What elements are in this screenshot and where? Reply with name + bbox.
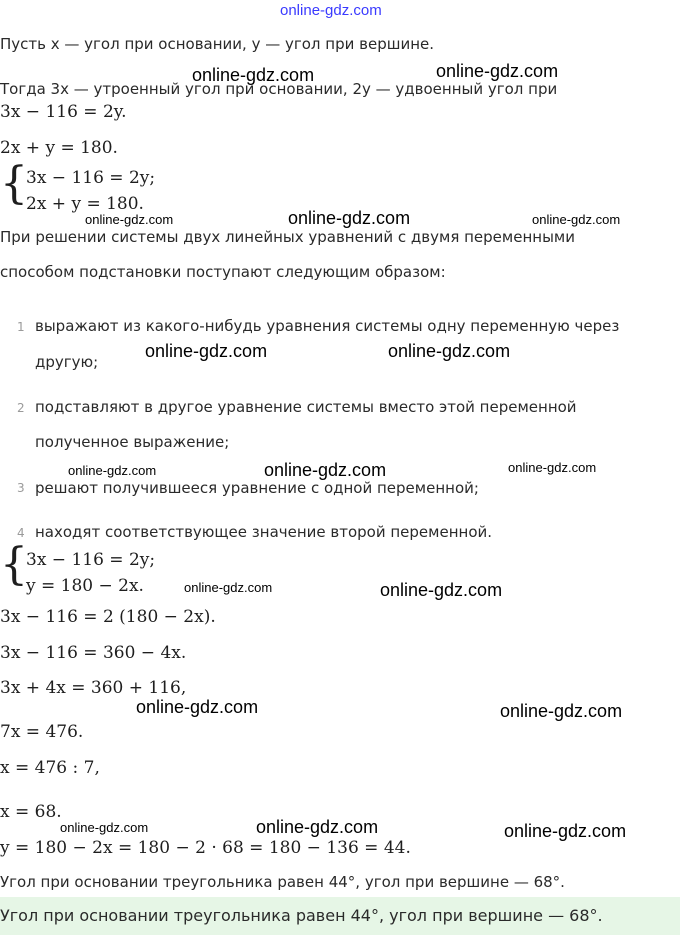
solution-line: 3x + 4x = 360 + 116, bbox=[0, 678, 187, 698]
step-text: полученное выражение; bbox=[35, 433, 230, 451]
watermark: online-gdz.com bbox=[264, 460, 387, 480]
watermark: online-gdz.com bbox=[532, 212, 621, 227]
step-number: 3 bbox=[17, 481, 25, 495]
watermark: online-gdz.com bbox=[436, 61, 559, 81]
conclusion-text: Угол при основании треугольника равен 44°, угол при вершине — 68°. bbox=[0, 873, 565, 891]
intro-line-2: Тогда 3x — утроенный угол при основании, 2y — удвоенный угол при bbox=[0, 80, 558, 98]
system-brace: { bbox=[0, 539, 28, 590]
system1-row-1: 3x − 116 = 2y; bbox=[26, 168, 156, 188]
system2-row-2: y = 180 − 2x. bbox=[26, 576, 144, 596]
system1-row-2: 2x + y = 180. bbox=[26, 194, 144, 214]
watermark: online-gdz.com bbox=[184, 580, 273, 595]
solution-line: 3x − 116 = 360 − 4x. bbox=[0, 643, 187, 663]
step-number: 4 bbox=[17, 526, 25, 540]
watermark: online-gdz.com bbox=[380, 580, 503, 600]
watermark: online-gdz.com bbox=[504, 821, 627, 841]
watermark: online-gdz.com bbox=[508, 460, 597, 475]
system2-row-1: 3x − 116 = 2y; bbox=[26, 550, 156, 570]
step-text: решают получившееся уравнение с одной переменной; bbox=[35, 479, 479, 497]
solution-line: x = 476 : 7, bbox=[0, 758, 100, 778]
step-number: 1 bbox=[17, 320, 25, 334]
watermark: online-gdz.com bbox=[256, 817, 379, 837]
equation-second: 2x + y = 180. bbox=[0, 138, 118, 158]
solution-line: y = 180 − 2x = 180 − 2 · 68 = 180 − 136 = 44. bbox=[0, 838, 411, 858]
step-text: другую; bbox=[35, 353, 99, 371]
watermark: online-gdz.com bbox=[68, 463, 157, 478]
step-text: выражают из какого-нибудь уравнения системы одну переменную через bbox=[35, 317, 620, 335]
step-number: 2 bbox=[17, 401, 25, 415]
watermark: online-gdz.com bbox=[145, 341, 268, 361]
step-text: находят соответствующее значение второй переменной. bbox=[35, 523, 493, 541]
equation-first: 3x − 116 = 2y. bbox=[0, 102, 127, 122]
watermark: online-gdz.com bbox=[60, 820, 149, 835]
watermark: online-gdz.com bbox=[388, 341, 511, 361]
watermark: online-gdz.com bbox=[192, 65, 315, 85]
solution-line: 7x = 476. bbox=[0, 722, 84, 742]
solution-line: x = 68. bbox=[0, 802, 62, 822]
step-text: подставляют в другое уравнение системы вместо этой переменной bbox=[35, 398, 577, 416]
watermark: online-gdz.com bbox=[85, 212, 174, 227]
solution-line: 3x − 116 = 2 (180 − 2x). bbox=[0, 607, 216, 627]
watermark: online-gdz.com bbox=[136, 697, 259, 717]
answer-box bbox=[0, 897, 680, 935]
method-line-1: При решении системы двух линейных уравнений с двумя переменными bbox=[0, 228, 575, 246]
system-brace: { bbox=[0, 158, 28, 209]
method-line-2: способом подстановки поступают следующим образом: bbox=[0, 263, 446, 281]
watermark: online-gdz.com bbox=[500, 701, 623, 721]
watermark: online-gdz.com bbox=[288, 208, 411, 228]
intro-line-1: Пусть x — угол при основании, y — угол при вершине. bbox=[0, 35, 434, 53]
top-watermark: online-gdz.com bbox=[280, 2, 382, 19]
answer-text: Угол при основании треугольника равен 44°, угол при вершине — 68°. bbox=[0, 906, 603, 925]
